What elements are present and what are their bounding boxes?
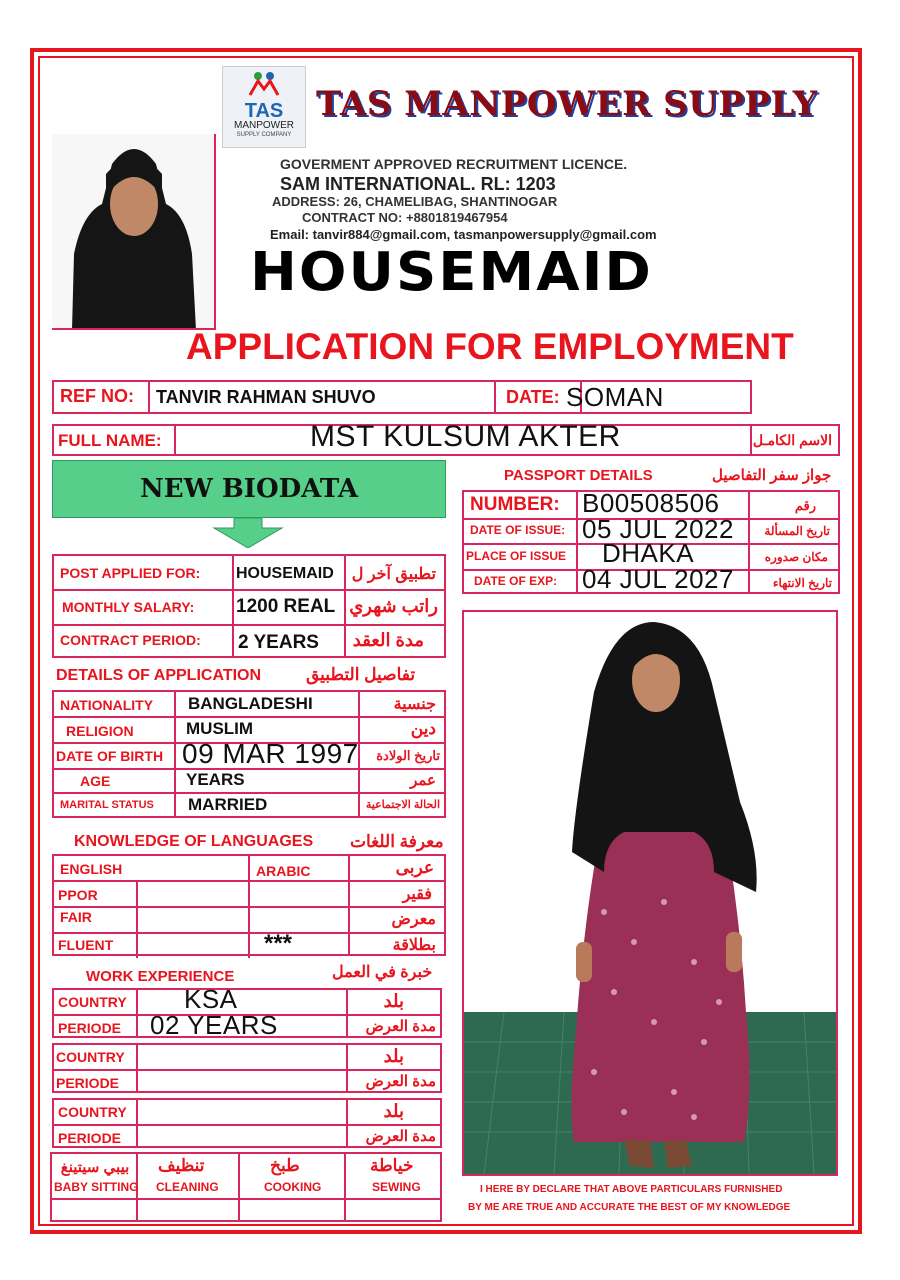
- address-line: ADDRESS: 26, CHAMELIBAG, SHANTINOGAR: [272, 194, 558, 209]
- form-title: APPLICATION FOR EMPLOYMENT: [186, 326, 794, 367]
- ref-value: TANVIR RAHMAN SHUVO: [156, 387, 376, 407]
- work2-period-label-ar: مدة العرض: [365, 1073, 436, 1090]
- skill-baby-sitting-ar: بيبي سيتينغ: [60, 1159, 130, 1176]
- skill-baby-sitting-label: BABY SITTING: [54, 1180, 139, 1194]
- company-logo: [222, 66, 306, 148]
- arabic-header-ar: عربى: [395, 858, 434, 877]
- religion-label: RELIGION: [66, 723, 134, 739]
- post-table: [52, 554, 446, 658]
- issue-date-value: 05 JUL 2022: [582, 514, 734, 544]
- work3-country-label-ar: بلد: [383, 1101, 404, 1121]
- details-title: DETAILS OF APPLICATION: [56, 667, 262, 684]
- languages-title-ar: معرفة اللغات: [350, 832, 444, 851]
- arabic-header: ARABIC: [256, 863, 311, 879]
- work1-period-value: 02 YEARS: [150, 1010, 278, 1040]
- skill-cooking-label: COOKING: [264, 1180, 322, 1194]
- dob-label-ar: تاريخ الولادة: [376, 748, 440, 763]
- skills-table: [50, 1152, 442, 1222]
- work2-country-label: COUNTRY: [56, 1049, 125, 1065]
- down-arrow-icon: [212, 518, 284, 548]
- work2-period-label: PERIODE: [56, 1075, 120, 1091]
- salary-value: 1200 REAL: [236, 596, 336, 617]
- full-name-row: [52, 420, 840, 456]
- full-name-value: MST KULSUM AKTER: [310, 420, 621, 453]
- passport-number-label-ar: رقم: [794, 498, 816, 513]
- marital-status-label: MARITAL STATUS: [60, 799, 154, 811]
- logo-text-small2: SUPPLY COMPANY: [236, 132, 292, 138]
- work-title: WORK EXPERIENCE: [86, 968, 235, 985]
- declaration-line-2: BY ME ARE TRUE AND ACCURATE THE BEST OF MY KNOWLEDGE: [468, 1202, 791, 1213]
- issue-place-label: PLACE OF ISSUE: [466, 549, 567, 563]
- religion-label-ar: دين: [410, 719, 436, 738]
- skill-sewing-label: SEWING: [372, 1180, 421, 1194]
- work-title-ar: خبرة في العمل: [332, 964, 433, 981]
- ref-label: REF NO:: [60, 386, 134, 406]
- ref-row: [52, 380, 752, 414]
- nationality-value: BANGLADESHI: [188, 694, 313, 713]
- age-label-ar: عمر: [410, 772, 436, 789]
- new-biodata-banner: [52, 460, 446, 518]
- work3-period-label: PERIODE: [58, 1130, 122, 1146]
- new-biodata-label: NEW BIODATA: [139, 474, 359, 504]
- licence-line: GOVERMENT APPROVED RECRUITMENT LICENCE.: [280, 156, 628, 172]
- issue-place-value: DHAKA: [602, 538, 695, 568]
- work1-period-label: PERIODE: [58, 1020, 122, 1036]
- details-title-ar: تفاصيل التطبيق: [306, 665, 416, 684]
- nationality-label-ar: جنسية: [393, 696, 436, 713]
- marital-status-label-ar: الحالة الاجتماعية: [365, 799, 440, 811]
- work3-period-label-ar: مدة العرض: [365, 1128, 436, 1145]
- age-value: YEARS: [186, 770, 245, 789]
- passport-table: [462, 490, 840, 594]
- age-label: AGE: [80, 773, 111, 789]
- logo-text-big: TAS: [244, 100, 284, 122]
- lang-poor-label-ar: فقير: [402, 886, 432, 903]
- marital-status-value: MARRIED: [188, 795, 268, 814]
- expiry-date-label: DATE OF EXP:: [474, 574, 558, 588]
- passport-title-ar: جواز سفر التفاصيل: [712, 467, 832, 484]
- skill-cleaning-ar: تنظيف: [158, 1156, 205, 1175]
- expiry-date-value: 04 JUL 2027: [582, 564, 734, 594]
- details-table: [52, 690, 446, 818]
- lang-fluent-label-ar: بطلاقة: [392, 937, 436, 954]
- post-applied-label-ar: تطبيق آخر ل: [351, 566, 436, 583]
- religion-value: MUSLIM: [186, 719, 254, 738]
- full-name-label: FULL NAME:: [58, 431, 162, 450]
- contact-line: CONTRACT NO: +8801819467954: [302, 210, 508, 225]
- issue-date-label: DATE OF ISSUE:: [470, 523, 566, 537]
- declaration-line-1: I HERE BY DECLARE THAT ABOVE PARTICULARS FURNISHED: [480, 1184, 783, 1195]
- dob-value: 09 MAR 1997: [182, 738, 359, 769]
- skill-cleaning-label: CLEANING: [156, 1180, 219, 1194]
- salary-label: MONTHLY SALARY:: [62, 599, 195, 615]
- english-header: ENGLISH: [60, 861, 123, 877]
- applicant-full-photo: [462, 610, 838, 1176]
- expiry-date-label-ar: تاريخ الانتهاء: [772, 576, 832, 590]
- people-logo-icon: [244, 69, 284, 97]
- passport-number-value: B00508506: [582, 488, 720, 518]
- contract-label-ar: مدة العقد: [352, 630, 424, 650]
- email-line: Email: tanvir884@gmail.com, tasmanpowersupply@gmail.com: [270, 227, 657, 242]
- languages-table: [52, 854, 446, 956]
- work-entry-3: [52, 1098, 442, 1148]
- work2-country-label-ar: بلد: [383, 1046, 404, 1066]
- work1-country-label: COUNTRY: [58, 994, 127, 1010]
- issue-date-label-ar: تاريخ المسألة: [764, 524, 830, 538]
- date-label: DATE:: [506, 387, 560, 407]
- post-applied-value: HOUSEMAID: [236, 565, 334, 582]
- lang-poor-label: PPOR: [58, 887, 98, 903]
- passport-title: PASSPORT DETAILS: [504, 467, 653, 484]
- work1-period-label-ar: مدة العرض: [365, 1018, 436, 1035]
- issue-place-label-ar: مكان صدوره: [764, 550, 828, 564]
- passport-number-label: NUMBER:: [470, 494, 560, 515]
- full-name-label-ar: الاسم الكامـل: [752, 432, 832, 448]
- work-entry-2: [52, 1043, 442, 1093]
- lang-fluent-arabic: ***: [264, 930, 293, 957]
- dob-label: DATE OF BIRTH: [56, 748, 164, 764]
- salary-label-ar: راتب شهري: [349, 596, 438, 616]
- languages-title: KNOWLEDGE OF LANGUAGES: [74, 833, 314, 850]
- lang-fair-label: FAIR: [60, 909, 92, 925]
- contract-label: CONTRACT PERIOD:: [60, 632, 201, 648]
- logo-text-small1: MANPOWER: [234, 120, 294, 131]
- applicant-headshot-photo: [52, 134, 216, 330]
- position-title: HOUSEMAID: [250, 241, 653, 304]
- lang-fair-label-ar: معرض: [391, 911, 436, 928]
- post-applied-label: POST APPLIED FOR:: [60, 565, 201, 581]
- company-rl-line: SAM INTERNATIONAL. RL: 1203: [280, 174, 556, 194]
- skill-sewing-ar: خياطة: [370, 1156, 414, 1175]
- lang-fluent-label: FLUENT: [58, 937, 114, 953]
- skill-cooking-ar: طبخ: [270, 1156, 300, 1175]
- work-entry-1: [52, 984, 442, 1040]
- date-value: SOMAN: [566, 382, 664, 412]
- work1-country-label-ar: بلد: [383, 991, 404, 1011]
- company-name: TAS MANPOWER SUPPLY: [316, 84, 818, 124]
- work3-country-label: COUNTRY: [58, 1104, 127, 1120]
- nationality-label: NATIONALITY: [60, 697, 154, 713]
- work1-country-value: KSA: [184, 984, 238, 1014]
- contract-value: 2 YEARS: [238, 632, 319, 653]
